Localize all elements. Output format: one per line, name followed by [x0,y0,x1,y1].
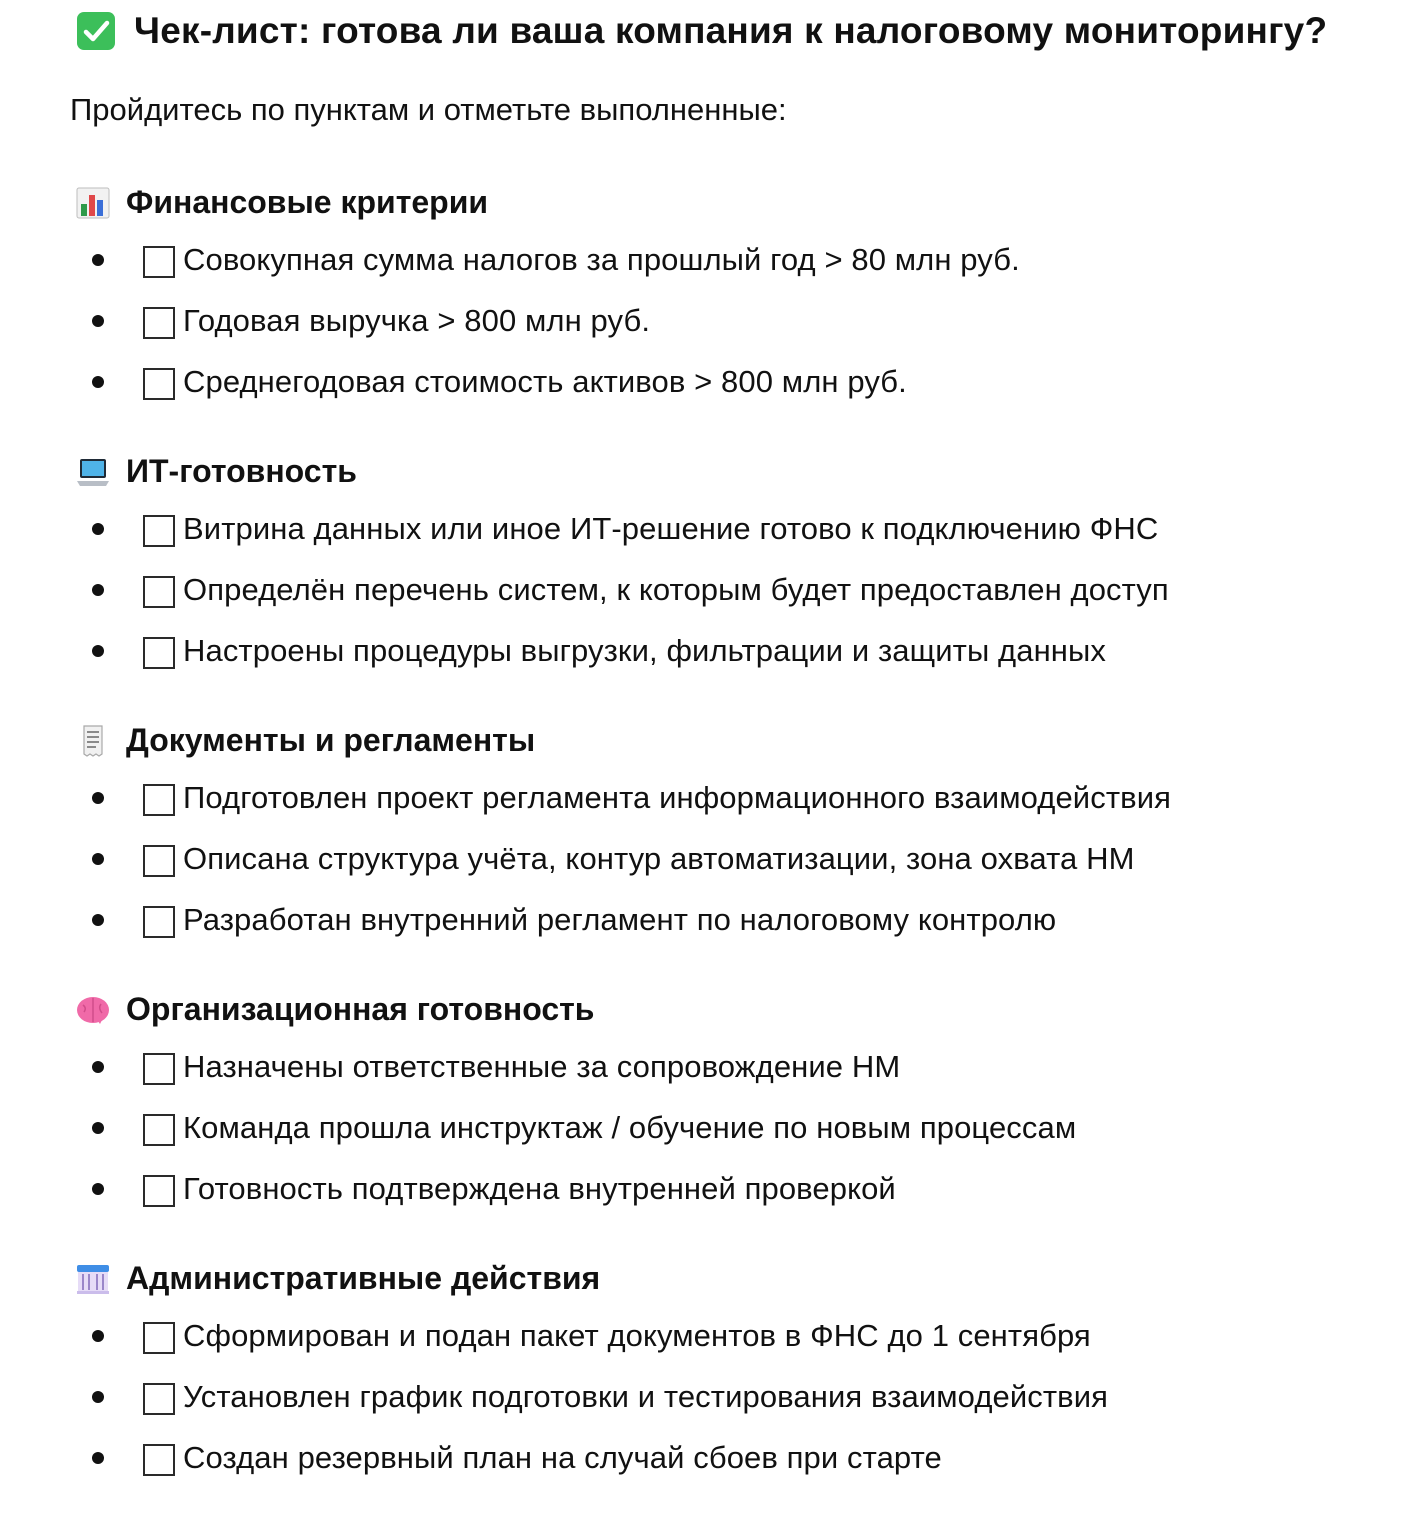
bullet [92,792,104,804]
section-financial-criteria [76,184,488,221]
checklist-item[interactable] [88,776,1171,820]
bullet [92,1061,104,1073]
checkbox[interactable] [143,246,175,278]
section-title: ИТ-готовность [126,453,357,489]
bullet [92,254,104,266]
item-label: Команда прошла инструктаж / обучение по новым процессам [183,1110,1077,1145]
page-title-row [76,10,1327,52]
bullet [92,376,104,388]
bullet [92,1391,104,1403]
item-label: Сформирован и подан пакет документов в ФНС до 1 сентября [183,1318,1091,1353]
bullet [92,584,104,596]
green-check-icon [76,11,116,51]
bullet [92,1122,104,1134]
item-label: Витрина данных или иное ИТ-решение готово к подключению ФНС [183,511,1159,546]
classical-building-icon [76,1262,110,1296]
checkbox[interactable] [143,845,175,877]
item-label: Определён перечень систем, к которым будет предоставлен доступ [183,572,1169,607]
bullet [92,853,104,865]
checkbox[interactable] [143,307,175,339]
intro-text: Пройдитесь по пунктам и отметьте выполненные: [70,92,787,127]
section-title: Финансовые критерии [126,184,489,220]
item-label: Подготовлен проект регламента информационного взаимодействия [183,780,1171,815]
checkbox[interactable] [143,515,175,547]
checkbox[interactable] [143,368,175,400]
checklist-item[interactable] [88,629,1106,673]
bullet [92,1183,104,1195]
bar-chart-icon [76,186,110,220]
item-label: Совокупная сумма налогов за прошлый год > 80 млн руб. [183,242,1020,277]
bullet [92,1330,104,1342]
checklist-item[interactable] [88,1375,1108,1419]
item-label: Установлен график подготовки и тестирования взаимодействия [183,1379,1109,1414]
bullet [92,523,104,535]
section-organizational [76,991,594,1028]
checklist-item[interactable] [88,507,1158,551]
checkbox[interactable] [143,784,175,816]
section-administrative [76,1260,600,1297]
laptop-icon [76,455,110,489]
receipt-document-icon [76,724,110,758]
checkbox[interactable] [143,576,175,608]
bullet [92,645,104,657]
item-label: Описана структура учёта, контур автоматизации, зона охвата НМ [183,841,1135,876]
checklist-item[interactable] [88,1436,942,1480]
checklist-item[interactable] [88,1167,896,1211]
checklist-item[interactable] [88,1045,900,1089]
checkbox[interactable] [143,1322,175,1354]
section-it-readiness [76,453,357,490]
checklist-item[interactable] [88,1106,1076,1150]
page-title: Чек-лист: готова ли ваша компания к налоговому мониторингу? [134,10,1328,51]
bullet [92,914,104,926]
section-title: Административные действия [126,1260,601,1296]
checklist-item[interactable] [88,837,1135,881]
item-label: Годовая выручка > 800 млн руб. [183,303,651,338]
section-title: Организационная готовность [126,991,595,1027]
section-documents [76,722,535,759]
checkbox[interactable] [143,1114,175,1146]
item-label: Настроены процедуры выгрузки, фильтрации и защиты данных [183,633,1107,668]
bullet [92,315,104,327]
checklist-item[interactable] [88,898,1056,942]
item-label: Готовность подтверждена внутренней проверкой [183,1171,896,1206]
item-label: Разработан внутренний регламент по налоговому контролю [183,902,1057,937]
checklist-item[interactable] [88,1314,1091,1358]
checkbox[interactable] [143,637,175,669]
bullet [92,1452,104,1464]
checkbox[interactable] [143,1175,175,1207]
checkbox[interactable] [143,1444,175,1476]
checkbox[interactable] [143,1383,175,1415]
checkbox[interactable] [143,1053,175,1085]
section-title: Документы и регламенты [126,722,536,758]
checkbox[interactable] [143,906,175,938]
checklist-item[interactable] [88,360,907,404]
checklist-item[interactable] [88,568,1169,612]
item-label: Создан резервный план на случай сбоев при старте [183,1440,942,1475]
item-label: Среднегодовая стоимость активов > 800 млн руб. [183,364,907,399]
item-label: Назначены ответственные за сопровождение НМ [183,1049,901,1084]
brain-icon [76,993,110,1027]
checklist-item[interactable] [88,238,1020,282]
checklist-item[interactable] [88,299,650,343]
